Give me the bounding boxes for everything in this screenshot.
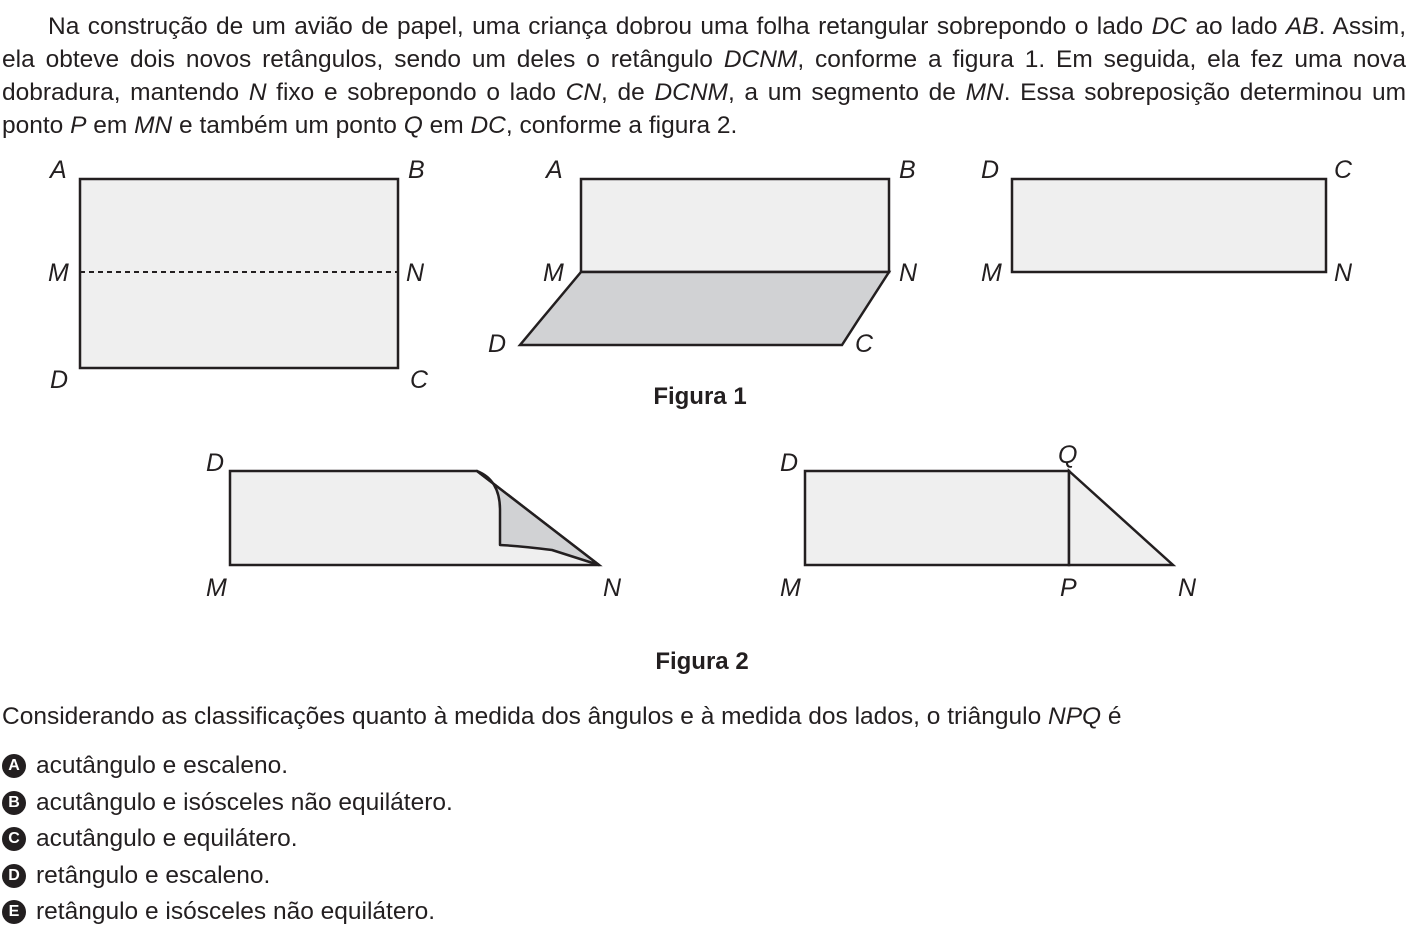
- statement-math: DC: [1151, 13, 1187, 40]
- label-d: D: [981, 156, 1000, 184]
- label-n: N: [1334, 259, 1353, 287]
- option-c[interactable]: [2, 821, 453, 858]
- statement-text: , de: [601, 79, 655, 106]
- statement-text: , a um segmento de: [727, 79, 966, 106]
- option-e[interactable]: [2, 894, 453, 931]
- label-m: M: [48, 259, 69, 287]
- triangle-npq: [1069, 471, 1173, 565]
- question-before: Considerando as classificações quanto à medida dos ângulos e à medida dos lados, o triângulo: [2, 703, 1048, 730]
- statement-text: em: [422, 112, 471, 139]
- figure2-folding: [206, 449, 622, 602]
- option-text: acutângulo e escaleno.: [36, 752, 288, 780]
- folding-flap: [520, 272, 889, 345]
- statement-math: Q: [403, 112, 423, 139]
- label-d: D: [780, 449, 799, 477]
- label-b: B: [899, 156, 916, 184]
- label-c: C: [855, 330, 874, 358]
- option-text: retângulo e isósceles não equilátero.: [36, 898, 436, 926]
- statement-math: AB: [1285, 13, 1319, 40]
- label-q: Q: [1058, 441, 1078, 469]
- figure1-caption: Figura 1: [653, 383, 747, 410]
- statement-text: Na construção de um avião de papel, uma criança dobrou uma folha retangular sobrepondo o lado: [48, 13, 1152, 40]
- statement-math: DCNM: [723, 46, 798, 73]
- label-a: A: [546, 156, 563, 184]
- label-n: N: [603, 574, 622, 602]
- label-b: B: [408, 156, 425, 184]
- option-letter-badge: B: [2, 791, 26, 815]
- label-c: C: [410, 366, 429, 394]
- figure2-caption: Figura 2: [655, 648, 749, 675]
- label-p: P: [1060, 574, 1077, 602]
- label-d: D: [50, 366, 69, 394]
- statement-text: fixo e sobrepondo o lado: [266, 79, 566, 106]
- statement-math: DC: [470, 112, 506, 139]
- option-d[interactable]: [2, 858, 453, 895]
- statement-text: , conforme a figura 1. Em seguida, ela fez uma nova dobradura, mantendo: [2, 46, 1406, 106]
- rectangle-dqpm: [805, 471, 1069, 565]
- question-after: é: [1101, 703, 1122, 730]
- figure1-sheet: [48, 156, 429, 394]
- label-m: M: [780, 574, 801, 602]
- figure1-folding: [488, 156, 918, 358]
- statement-text: . Assim, ela obteve dois novos retângulos, sendo um deles o retângulo: [2, 13, 1406, 73]
- statement-math: P: [70, 112, 87, 139]
- statement-text: e também um ponto: [172, 112, 404, 139]
- label-m: M: [981, 259, 1002, 287]
- option-text: acutângulo e isósceles não equilátero.: [36, 788, 453, 816]
- option-text: retângulo e escaleno.: [36, 861, 271, 889]
- question-text: [2, 703, 1122, 731]
- statement-text: . Essa sobreposição determinou um ponto: [2, 79, 1406, 139]
- statement-math: MN: [134, 112, 173, 139]
- sheet-rectangle: [80, 179, 398, 368]
- option-letter-badge: C: [2, 827, 26, 851]
- option-letter-badge: D: [2, 864, 26, 888]
- option-text: acutângulo e equilátero.: [36, 825, 298, 853]
- option-b[interactable]: [2, 785, 453, 822]
- label-c: C: [1334, 156, 1353, 184]
- label-a: A: [50, 156, 67, 184]
- statement-math: MN: [965, 79, 1004, 106]
- label-d: D: [488, 330, 507, 358]
- statement-math: N: [248, 79, 267, 106]
- figure2-folded: [780, 441, 1197, 602]
- label-m: M: [543, 259, 564, 287]
- statement-text: em: [86, 112, 135, 139]
- answer-options: [2, 748, 453, 931]
- statement-math: CN: [565, 79, 602, 106]
- label-n: N: [406, 259, 425, 287]
- label-m: M: [206, 574, 227, 602]
- option-letter-badge: E: [2, 900, 26, 924]
- rectangle-outline: [230, 471, 599, 565]
- statement-text: ao lado: [1186, 13, 1286, 40]
- label-d: D: [206, 449, 225, 477]
- statement-text: , conforme a figura 2.: [505, 112, 738, 139]
- option-letter-badge: A: [2, 754, 26, 778]
- statement-math: DCNM: [654, 79, 728, 106]
- question-triangle: NPQ: [1048, 703, 1102, 730]
- upper-rectangle: [581, 179, 889, 272]
- rectangle-dcnm: [1012, 179, 1326, 272]
- figure1-folded: [981, 156, 1353, 287]
- label-n: N: [899, 259, 918, 287]
- option-a[interactable]: [2, 748, 453, 785]
- label-n: N: [1178, 574, 1197, 602]
